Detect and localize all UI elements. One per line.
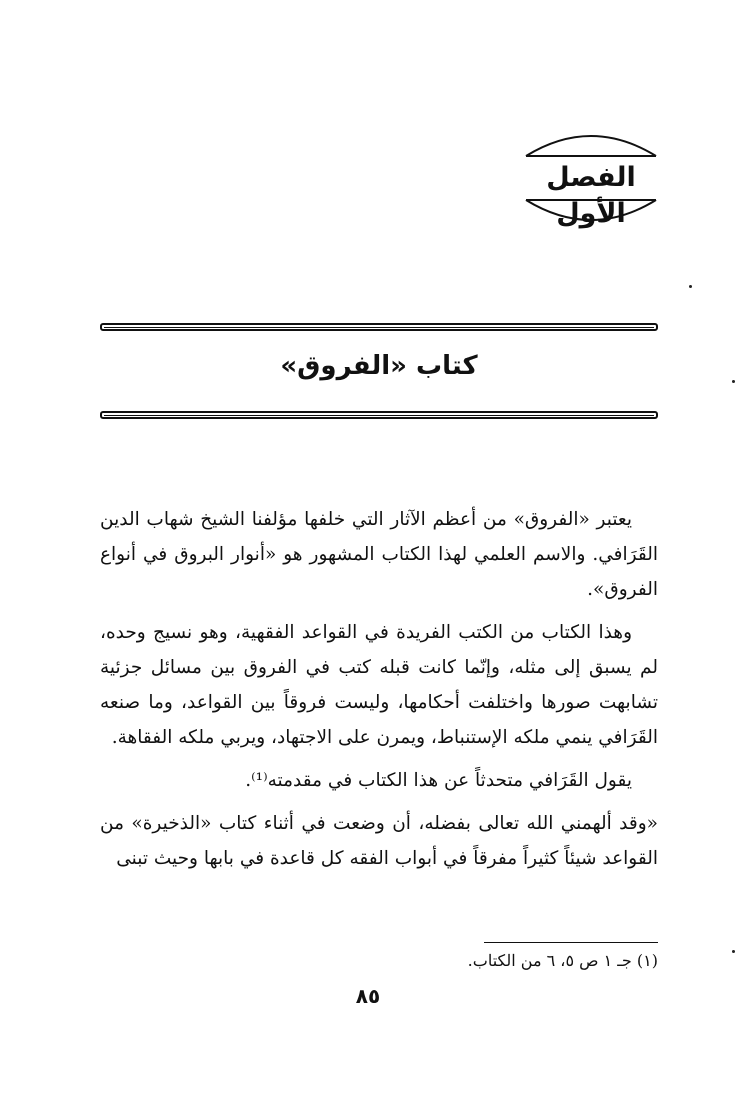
body-text bbox=[100, 502, 658, 876]
section-title: كتاب «الفروق» bbox=[280, 351, 478, 381]
footnote: (١) جـ ١ ص ٥، ٦ من الكتاب. bbox=[467, 951, 658, 970]
paragraph-2: وهذا الكتاب من الكتب الفريدة في القواعد الفقهية، وهو نسيج وحده، لم يسبق إلى مثله، وإنّما كانت قبله كتب في الفروق بين مسائل جزئية تشابهت صورها واختلفت أحكامها، وليست فروقاً بين القواعد، وما صنعه القَرَافي ينمي ملكه الإستنباط، ويمرن على الاجتهاد، ويربي ملكه الفقاهة. bbox=[100, 622, 658, 748]
section-rule-bottom bbox=[100, 411, 658, 419]
page-number: ٨٥ bbox=[355, 984, 381, 1008]
edge-mark bbox=[732, 380, 735, 383]
chapter-badge bbox=[522, 128, 660, 229]
footnote-rule bbox=[484, 942, 658, 943]
paragraph-4: «وقد ألهمني الله تعالى بفضله، أن وضعت في أثناء كتاب «الذخيرة» من القواعد شيئاً كثيراً مفرقاً في أبواب الفقه كل قاعدة في بابها وحيث تبنى bbox=[100, 813, 658, 869]
edge-mark bbox=[732, 950, 735, 953]
section-rule-top bbox=[100, 323, 658, 331]
edge-mark bbox=[689, 285, 692, 288]
chapter-title: الفصل الأول bbox=[546, 162, 636, 229]
paragraph-1: يعتبر «الفروق» من أعظم الآثار التي خلفها مؤلفنا الشيخ شهاب الدين القَرَافي. والاسم العلمي لهذا الكتاب المشهور هو «أنوار البروق في أنواع الفروق». bbox=[100, 509, 658, 600]
paragraph-3: يقول القَرَافي متحدثاً عن هذا الكتاب في مقدمته⁽¹⁾. bbox=[245, 770, 632, 791]
